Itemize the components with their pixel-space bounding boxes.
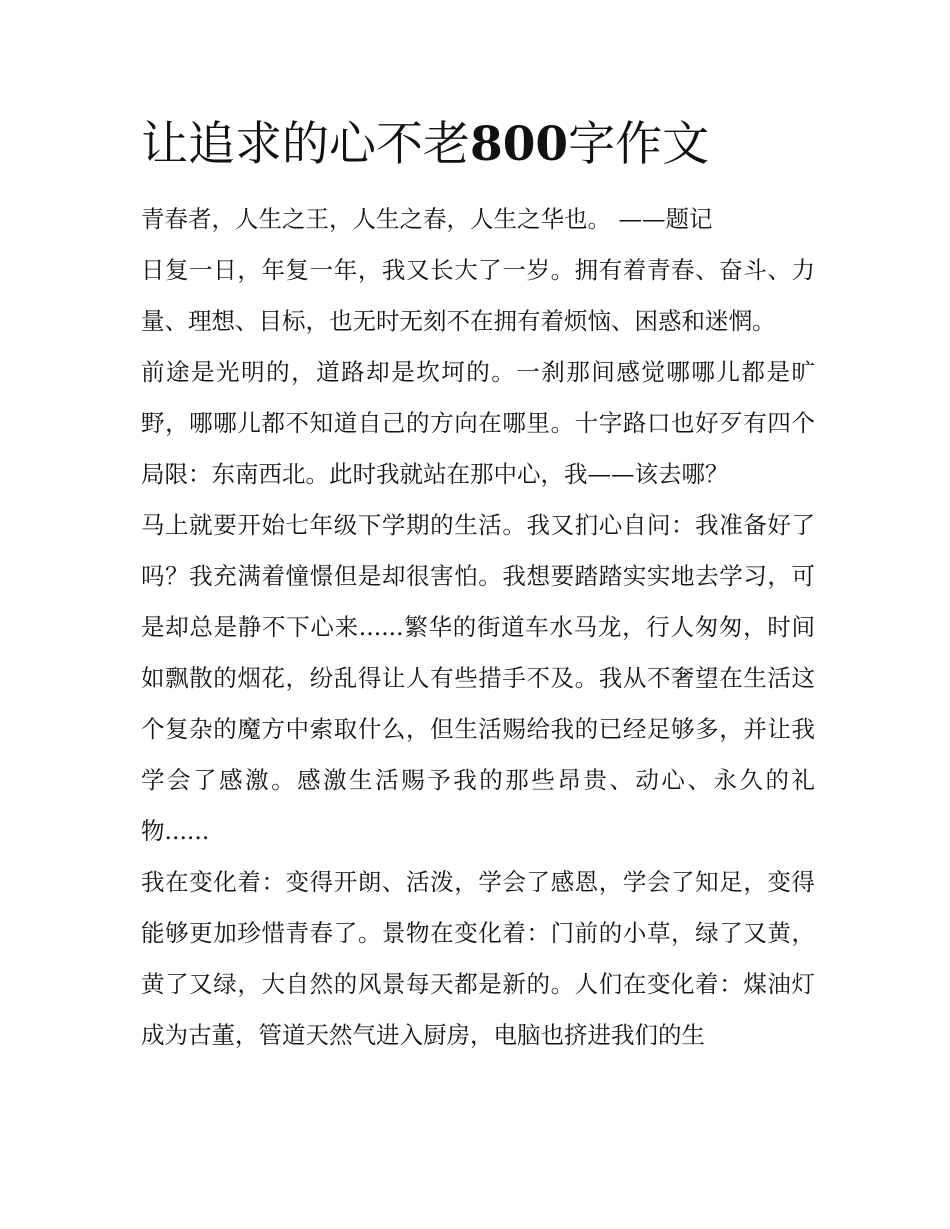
body-paragraph-1: 日复一日，年复一年，我又长大了一岁。拥有着青春、奋斗、力量、理想、目标，也无时无刻不在拥有着烦恼、困惑和迷惘。	[141, 256, 815, 335]
title-number: 800	[470, 117, 569, 172]
title-prefix: 让追求的心不老	[141, 117, 470, 172]
epigraph-paragraph: 青春者，人生之王，人生之春，人生之华也。 ——题记	[141, 205, 713, 233]
title-suffix: 字作文	[568, 117, 710, 172]
body-paragraph-4: 我在变化着：变得开朗、活泼，学会了感恩，学会了知足，变得能够更加珍惜青春了。景物在变化着：门前的小草，绿了又黄，黄了又绿，大自然的风景每天都是新的。人们在变化着：煤油灯成为古董，管道天然气进入厨房，电脑也挤进我们的生	[141, 868, 815, 1049]
essay-title	[141, 112, 815, 178]
body-paragraph-3: 马上就要开始七年级下学期的生活。我又扪心自问：我准备好了吗？我充满着憧憬但是却很害怕。我想要踏踏实实地去学习，可是却总是静不下心来......繁华的街道车水马龙，行人匆匆，时间如飘散的烟花，纷乱得让人有些措手不及。我从不奢望在生活这个复杂的魔方中索取什么，但生活赐给我的已经足够多，并让我学会了感激。感激生活赐予我的那些昂贵、动心、永久的礼物......	[141, 511, 815, 845]
body-paragraph-2: 前途是光明的，道路却是坎坷的。一刹那间感觉哪哪儿都是旷野，哪哪儿都不知道自己的方向在哪里。十字路口也好歹有四个局限：东南西北。此时我就站在那中心，我——该去哪？	[141, 358, 815, 488]
essay-content	[141, 112, 815, 1061]
